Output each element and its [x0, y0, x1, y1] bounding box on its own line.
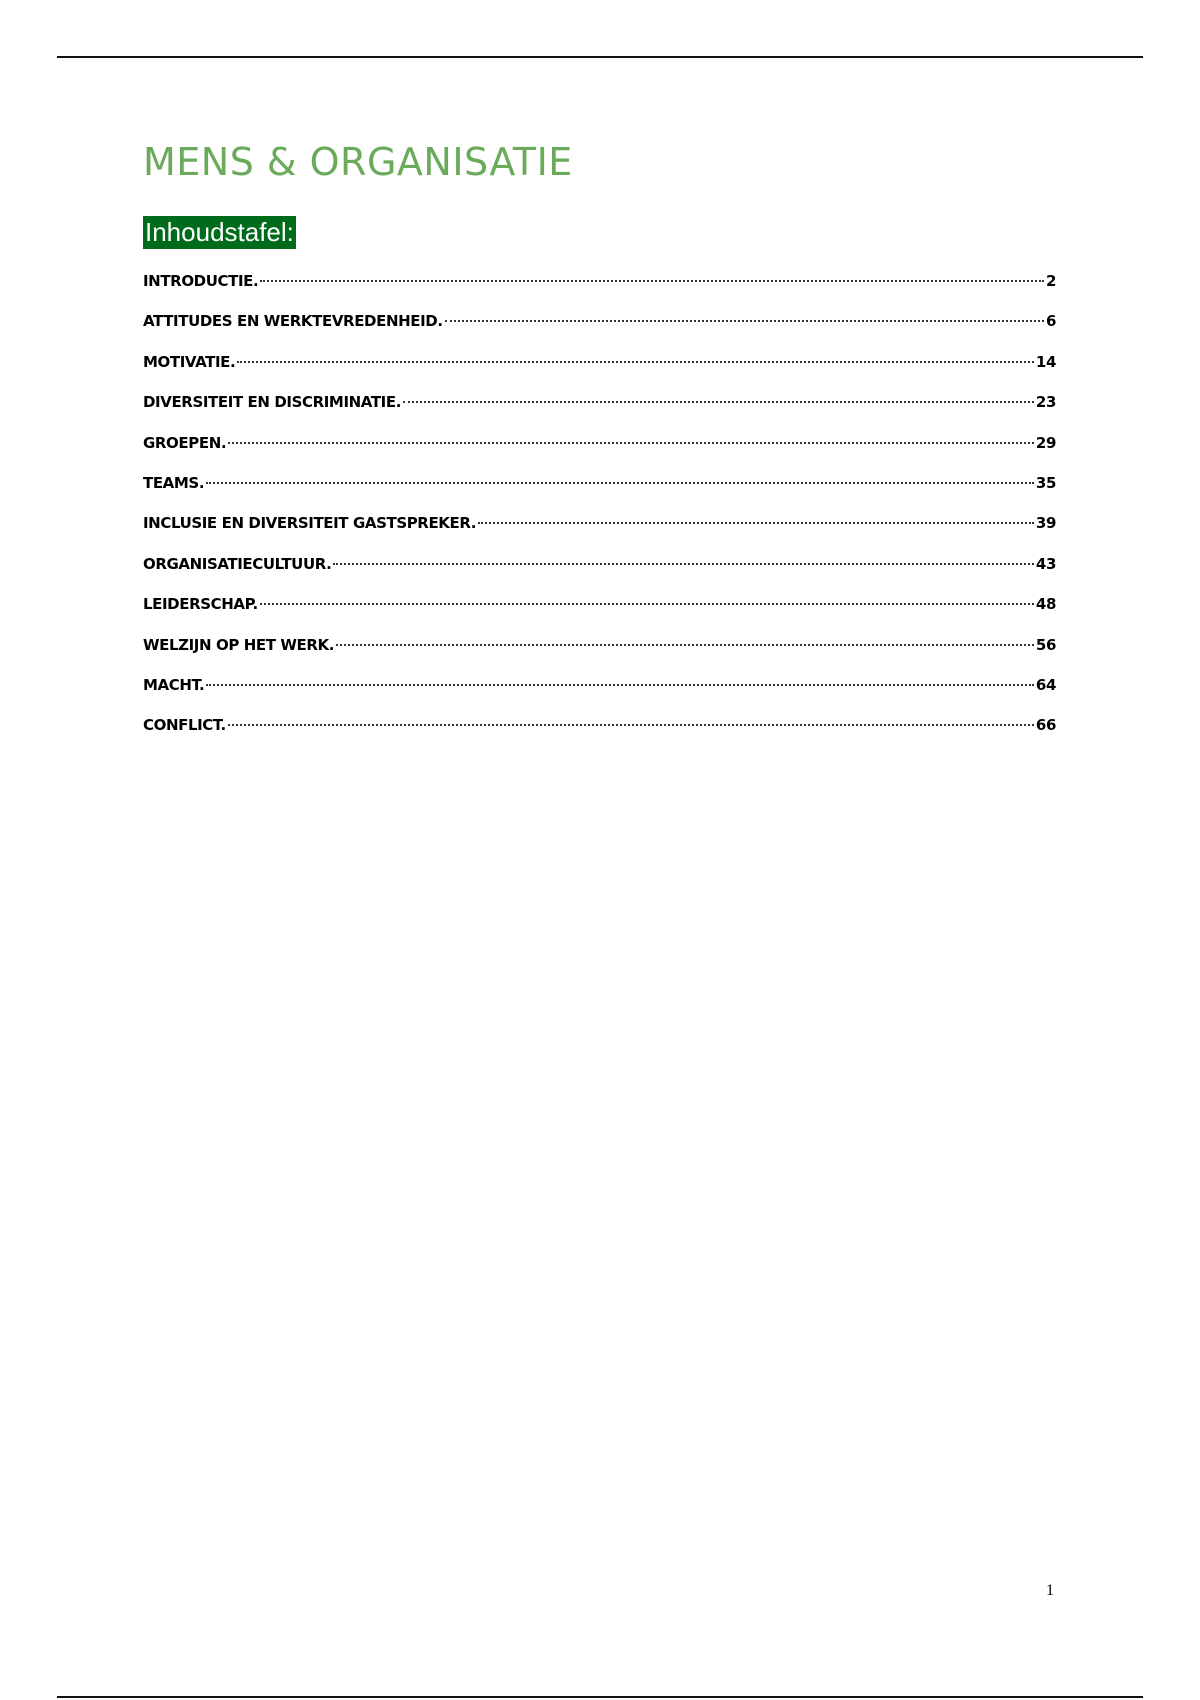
toc-entry-organisatiecultuur[interactable] — [143, 555, 1056, 595]
toc-dot-leader — [228, 724, 1034, 726]
toc-entry-introductie[interactable] — [143, 272, 1056, 312]
toc-entry-conflict[interactable] — [143, 716, 1056, 756]
toc-entry-motivatie[interactable] — [143, 353, 1056, 393]
toc-entry-page: 2 — [1045, 272, 1056, 290]
toc-entry-label: TEAMS. — [143, 473, 205, 492]
toc-entry-page: 56 — [1035, 635, 1056, 654]
toc-entry-page: 66 — [1035, 716, 1056, 735]
toc-entry-groepen[interactable] — [143, 434, 1056, 474]
toc-entry-label: ORGANISATIECULTUUR. — [143, 554, 332, 573]
document-title: MENS & ORGANISATIE — [143, 140, 573, 184]
toc-entry-page: 43 — [1035, 554, 1056, 573]
toc-entry-macht[interactable] — [143, 676, 1056, 716]
toc-entry-label: LEIDERSCHAP. — [143, 595, 258, 614]
toc-dot-leader — [237, 361, 1034, 363]
toc-entry-welzijn[interactable] — [143, 636, 1056, 676]
toc-entry-leiderschap[interactable] — [143, 595, 1056, 635]
toc-entry-page: 48 — [1035, 595, 1056, 614]
toc-dot-leader — [336, 644, 1034, 646]
toc-entry-page: 14 — [1035, 352, 1056, 371]
toc-dot-leader — [403, 401, 1034, 403]
toc-dot-leader — [478, 522, 1034, 524]
toc-entry-label: ATTITUDES EN WERKTEVREDENHEID. — [143, 312, 443, 331]
toc-entry-label: WELZIJN OP HET WERK. — [143, 635, 335, 654]
toc-entry-label: INTRODUCTIE. — [143, 272, 259, 290]
toc-entry-page: 6 — [1045, 312, 1056, 331]
toc-entry-page: 39 — [1035, 514, 1056, 533]
toc-dot-leader — [206, 482, 1034, 484]
toc-dot-leader — [260, 280, 1044, 282]
toc-dot-leader — [445, 320, 1044, 322]
toc-entry-label: CONFLICT. — [143, 716, 226, 735]
toc-dot-leader — [260, 603, 1034, 605]
toc-entry-page: 35 — [1035, 473, 1056, 492]
toc-entry-label: DIVERSITEIT EN DISCRIMINATIE. — [143, 393, 401, 412]
page-number: 1 — [1046, 1582, 1054, 1599]
table-of-contents — [143, 272, 1056, 757]
toc-heading: Inhoudstafel: — [145, 217, 294, 247]
toc-entry-attitudes[interactable] — [143, 312, 1056, 352]
toc-entry-label: MOTIVATIE. — [143, 352, 236, 371]
toc-dot-leader — [228, 442, 1034, 444]
header-rule — [57, 56, 1143, 58]
toc-entry-label: GROEPEN. — [143, 433, 227, 452]
toc-entry-page: 64 — [1035, 675, 1056, 694]
toc-entry-inclusie[interactable] — [143, 514, 1056, 554]
toc-entry-diversiteit[interactable] — [143, 393, 1056, 433]
toc-entry-label: MACHT. — [143, 675, 205, 694]
toc-dot-leader — [206, 684, 1034, 686]
toc-entry-label: INCLUSIE EN DIVERSITEIT GASTSPREKER. — [143, 514, 477, 533]
toc-entry-page: 29 — [1035, 433, 1056, 452]
footer-rule — [57, 1696, 1143, 1698]
toc-dot-leader — [333, 563, 1033, 565]
toc-entry-teams[interactable] — [143, 474, 1056, 514]
toc-entry-page: 23 — [1035, 393, 1056, 412]
